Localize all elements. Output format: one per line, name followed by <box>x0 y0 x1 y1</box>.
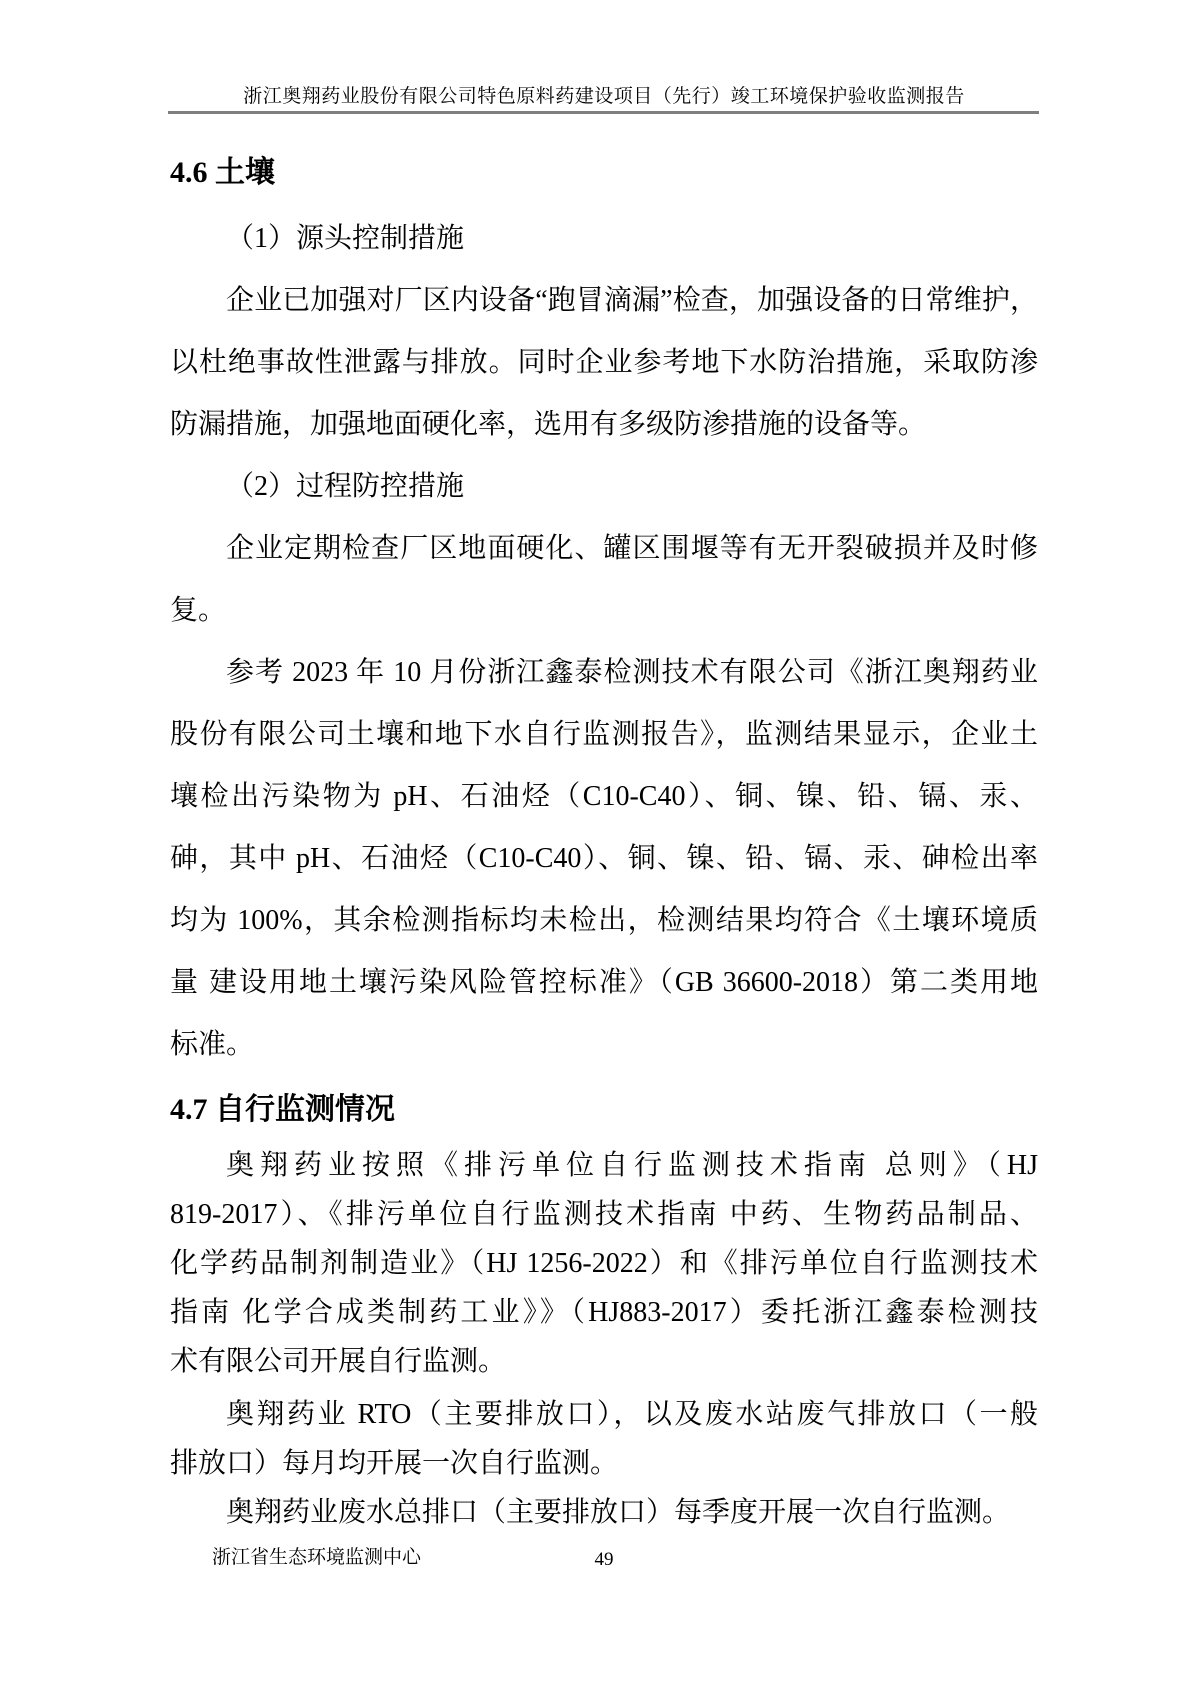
text-line: 以杜绝事故性泄露与排放。同时企业参考地下水防治措施，采取防渗 <box>170 347 1038 378</box>
section-heading-4-7: 4.7 自行监测情况 <box>170 1093 395 1126</box>
text-line: 砷，其中 pH、石油烃（C10-C40）、铜、镍、铅、镉、汞、砷检出率 <box>170 843 1038 874</box>
section-4-7-body <box>170 1141 1038 1537</box>
text-line: 参考 2023 年 10 月份浙江鑫泰检测技术有限公司《浙江奥翔药业 <box>226 657 1038 688</box>
text-line: 化学药品制剂制造业》（HJ 1256-2022）和《排污单位自行监测技术 <box>170 1248 1038 1279</box>
text-line: （1）源头控制措施 <box>226 223 465 254</box>
text-line: 术有限公司开展自行监测。 <box>170 1346 507 1377</box>
text-line: 企业已加强对厂区内设备“跑冒滴漏”检查，加强设备的日常维护， <box>226 285 1038 316</box>
section-4-6-body <box>170 208 1038 1076</box>
text-line: 指南 化学合成类制药工业》》（HJ883-2017）委托浙江鑫泰检测技 <box>170 1297 1038 1328</box>
running-header-title: 浙江奥翔药业股份有限公司特色原料药建设项目（先行）竣工环境保护验收监测报告 <box>243 86 965 107</box>
text-line: 防漏措施，加强地面硬化率，选用有多级防渗措施的设备等。 <box>170 409 927 440</box>
text-line: 均为 100%，其余检测指标均未检出，检测结果均符合《土壤环境质 <box>170 905 1038 936</box>
text-line: 排放口）每月均开展一次自行监测。 <box>170 1448 619 1479</box>
text-line: 企业定期检查厂区地面硬化、罐区围堰等有无开裂破损并及时修 <box>226 533 1038 564</box>
text-line: 奥翔药业废水总排口（主要排放口）每季度开展一次自行监测。 <box>226 1497 1011 1528</box>
text-line: 奥翔药业 RTO（主要排放口），以及废水站废气排放口（一般 <box>226 1399 1038 1430</box>
text-line: 819-2017）、《排污单位自行监测技术指南 中药、生物药品制品、 <box>170 1199 1038 1230</box>
footer-organization: 浙江省生态环境监测中心 <box>212 1547 422 1568</box>
text-line: 复。 <box>170 595 227 626</box>
text-line: 量 建设用地土壤污染风险管控标准》（GB 36600-2018）第二类用地 <box>170 967 1038 998</box>
header-divider-rule <box>168 111 1039 114</box>
text-line: 壤检出污染物为 pH、石油烃（C10-C40）、铜、镍、铅、镉、汞、 <box>170 781 1038 812</box>
text-line: 股份有限公司土壤和地下水自行监测报告》，监测结果显示，企业土 <box>170 719 1038 750</box>
text-line: 奥翔药业按照《排污单位自行监测技术指南 总则》（HJ <box>226 1150 1038 1181</box>
text-line: 标准。 <box>170 1029 255 1060</box>
footer-page-number: 49 <box>594 1549 614 1570</box>
text-line: （2）过程防控措施 <box>226 471 465 502</box>
section-heading-4-6: 4.6 土壤 <box>170 156 275 189</box>
